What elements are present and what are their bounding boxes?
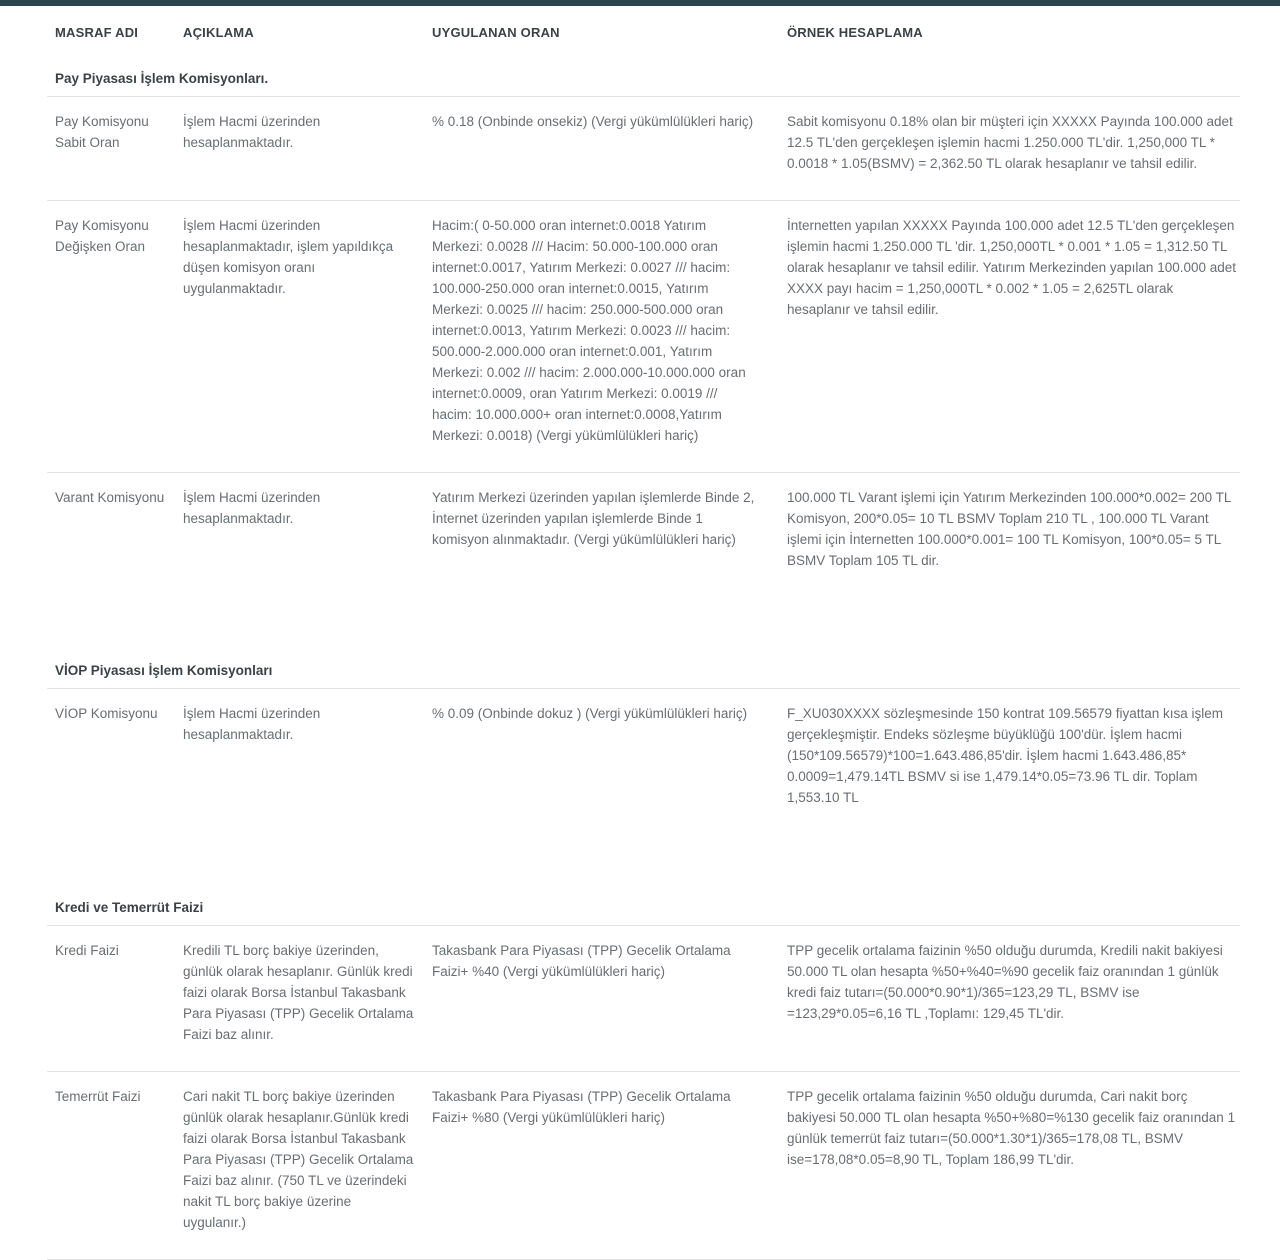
cell-uygulanan-oran: Takasbank Para Piyasası (TPP) Gecelik Ortalama Faizi+ %40 (Vergi yükümlülükleri hariç) [432, 926, 787, 1072]
cell-uygulanan-oran: % 0.18 (Onbinde onsekiz) (Vergi yükümlülükleri hariç) [432, 97, 787, 201]
cell-ornek-hesaplama: TPP gecelik ortalama faizinin %50 olduğu durumda, Cari nakit borç bakiyesi 50.000 TL olan hesapta %50+%80=%130 gecelik faiz oranından 1 günlük temerrüt faiz tutarı=(50.000*1.30*1)/365=178,08 TL, BSMV ise=178,08*0.05=8,90 TL, Toplam 186,99 TL'dir. [787, 1072, 1240, 1260]
section-header-kredi-temerrut [47, 834, 1240, 926]
cell-aciklama: Kredili TL borç bakiye üzerinden, günlük olarak hesaplanır. Günlük kredi faizi olarak Borsa İstanbul Takasbank Para Piyasası (TPP) Gecelik Ortalama Faizi baz alınır. [183, 926, 432, 1072]
column-header-masraf-adi: MASRAF ADI [55, 25, 139, 40]
cell-aciklama: İşlem Hacmi üzerinden hesaplanmaktadır, işlem yapıldıkça düşen komisyon oranı uygulanmaktadır. [183, 201, 432, 473]
cell-aciklama: Cari nakit TL borç bakiye üzerinden günlük olarak hesaplanır.Günlük kredi faizi olarak Borsa İstanbul Takasbank Para Piyasası (TPP) Gecelik Ortalama Faizi baz alınır. (750 TL ve üzerindeki nakit TL borç bakiye üzerine uygulanır.) [183, 1072, 432, 1260]
cell-ornek-hesaplama: TPP gecelik ortalama faizinin %50 olduğu durumda, Kredili nakit bakiyesi 50.000 TL olan hesapta %50+%40=%90 gecelik faiz oranından 1 günlük kredi faiz tutarı=(50.000*0.90*1)/365=123,29 TL, BSMV ise =123,29*0.05=6,16 TL ,Toplamı: 129,45 TL'dir. [787, 926, 1240, 1072]
cell-ornek-hesaplama: 100.000 TL Varant işlemi için Yatırım Merkezinden 100.000*0.002= 200 TL Komisyon, 200*0.05= 10 TL BSMV Toplam 210 TL , 100.000 TL Varant işlemi için İnternetten 100.000*0.001= 100 TL Komisyon, 100*0.05= 5 TL BSMV Toplam 105 TL dir. [787, 490, 1231, 568]
cell-masraf-adi: Pay Komisyonu Sabit Oran [47, 97, 183, 201]
cell-aciklama: İşlem Hacmi üzerinden hesaplanmaktadır. [183, 97, 432, 201]
section-title: VİOP Piyasası İşlem Komisyonları [47, 597, 1240, 689]
fees-table [47, 6, 1240, 1260]
section-header-pay-piyasasi [47, 50, 1240, 97]
column-header-aciklama: AÇIKLAMA [183, 25, 254, 40]
table-row [47, 689, 1240, 835]
column-header-ornek-hesaplama: ÖRNEK HESAPLAMA [787, 25, 923, 40]
cell-uygulanan-oran: Hacim:( 0-50.000 oran internet:0.0018 Yatırım Merkezi: 0.0028 /// Hacim: 50.000-100.000 oran internet:0.0017, Yatırım Merkezi: 0.0027 /// hacim: 100.000-250.000 oran internet:0.0015, Yatırım Merkezi: 0.0025 /// hacim: 250.000-500.000 oran internet:0.0013, Yatırım Merkezi: 0.0023 /// hacim: 500.000-2.000.000 oran internet:0.001, Yatırım Merkezi: 0.002 /// hacim: 2.000.000-10.000.000 oran internet:0.0009, oran Yatırım Merkezi: 0.0019 /// hacim: 10.000.000+ oran internet:0.0008,Yatırım Merkezi: 0.0018) (Vergi yükümlülükleri hariç) [432, 201, 787, 473]
section-title: Pay Piyasası İşlem Komisyonları. [47, 50, 1240, 97]
table-header-row [47, 6, 1240, 50]
cell-ornek-hesaplama: Sabit komisyonu 0.18% olan bir müşteri için XXXXX Payında 100.000 adet 12.5 TL'den gerçekleşen işlemin hacmi 1.250.000 TL'dir. 1,250,000 TL * 0.0018 * 1.05(BSMV) = 2,362.50 TL olarak hesaplanır ve tahsil edilir. [787, 97, 1240, 201]
table-row [47, 201, 1240, 473]
table-row [47, 926, 1240, 1072]
cell-masraf-adi: Temerrüt Faizi [47, 1072, 183, 1260]
cell-masraf-adi: Pay Komisyonu Değişken Oran [47, 201, 183, 473]
table-row [47, 1072, 1240, 1260]
cell-ornek-hesaplama: İnternetten yapılan XXXXX Payında 100.000 adet 12.5 TL'den gerçekleşen işlemin hacmi 1.250.000 TL 'dir. 1,250,000TL * 0.001 * 1.05 = 1,312.50 TL olarak hesaplanır ve tahsil edilir. Yatırım Merkezinden yapılan 100.000 adet XXXX payı hacim = 1,250,000TL * 0.002 * 1.05 = 2,625TL olarak hesaplanır ve tahsil edilir. [787, 201, 1240, 473]
cell-masraf-adi: VİOP Komisyonu [55, 706, 158, 721]
cell-uygulanan-oran: Yatırım Merkezi üzerinden yapılan işlemlerde Binde 2, İnternet üzerinden yapılan işlemlerde Binde 1 komisyon alınmaktadır. (Vergi yükümlülükleri hariç) [432, 490, 755, 547]
section-header-viop-piyasasi [47, 597, 1240, 689]
table-row [47, 97, 1240, 201]
cell-uygulanan-oran: % 0.09 (Onbinde dokuz ) (Vergi yükümlülükleri hariç) [432, 706, 748, 721]
cell-ornek-hesaplama: F_XU030XXXX sözleşmesinde 150 kontrat 109.56579 fiyattan kısa işlem gerçekleşmiştir. Endeks sözleşme büyüklüğü 100'dür. İşlem hacmi (150*109.56579)*100=1.643.486,85'dir. İşlem hacmi 1.643.486,85* 0.0009=1,479.14TL BSMV si ise 1,479.14*0.05=73.96 TL dir. Toplam 1,553.10 TL [787, 706, 1223, 805]
cell-aciklama: İşlem Hacmi üzerinden hesaplanmaktadır. [183, 706, 321, 742]
column-header-uygulanan-oran: UYGULANAN ORAN [432, 25, 560, 40]
cell-aciklama: İşlem Hacmi üzerinden hesaplanmaktadır. [183, 490, 321, 526]
cell-masraf-adi: Varant Komisyonu [55, 490, 165, 505]
table-container [47, 6, 1240, 1260]
table-row [47, 473, 1240, 598]
section-title: Kredi ve Temerrüt Faizi [47, 834, 1240, 926]
cell-masraf-adi: Kredi Faizi [47, 926, 183, 1072]
cell-uygulanan-oran: Takasbank Para Piyasası (TPP) Gecelik Ortalama Faizi+ %80 (Vergi yükümlülükleri hariç) [432, 1072, 787, 1260]
